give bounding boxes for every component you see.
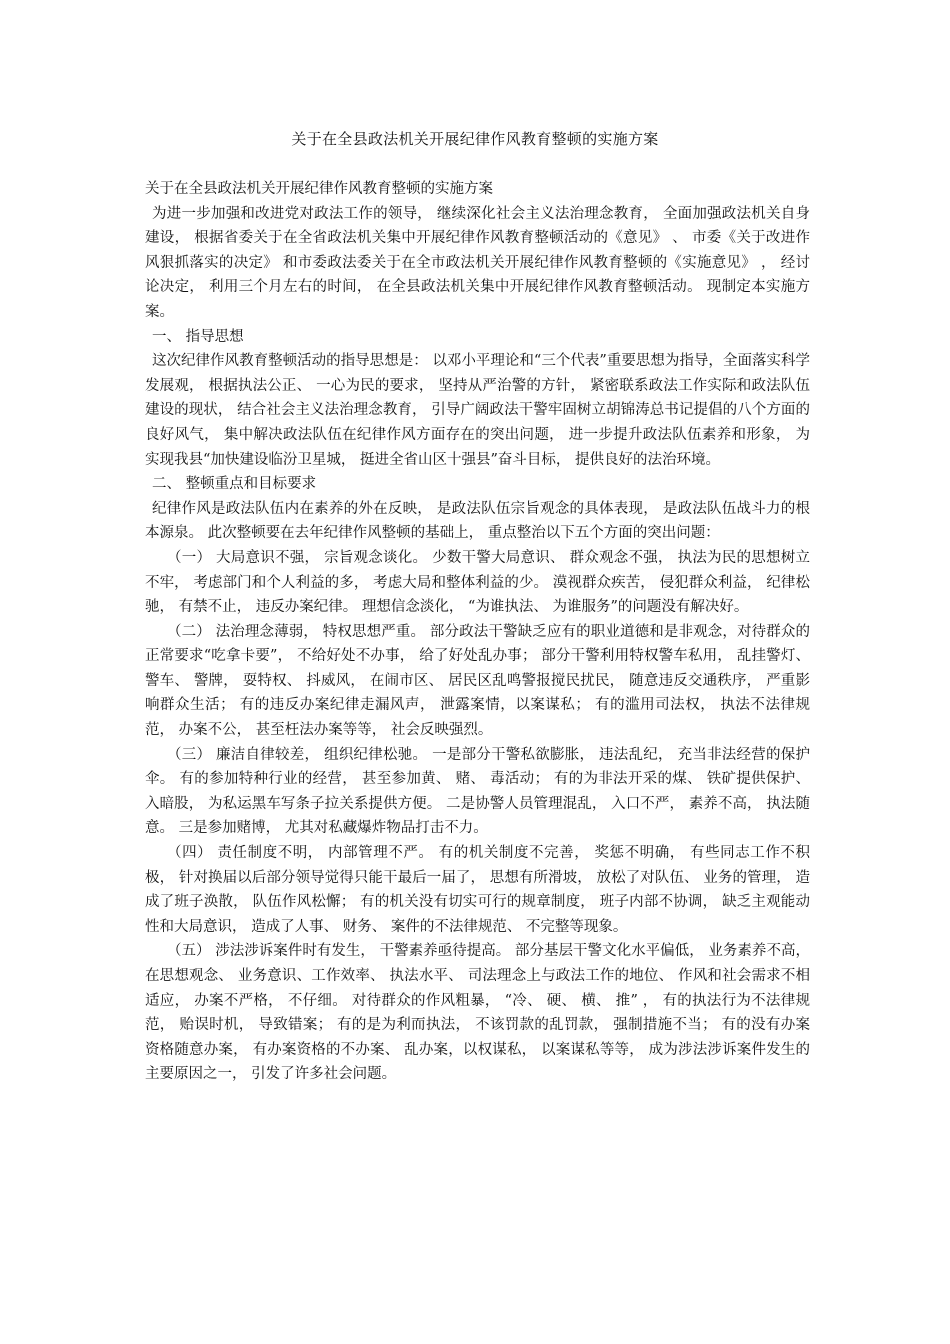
section-heading-guiding-ideology: 一、 指导思想 [152, 328, 244, 345]
problem-item-1: （一） 大局意识不强， 宗旨观念谈化。 少数干警大局意识、 群众观念不强， 执法为民的思想树立不牢， 考虑部门和个人利益的多， 考虑大局和整体利益的少。 漠视群众疾苦， 侵犯群众利益， 纪律松驰， 有禁不止， 违反办案纪律。 理想信念淡化， “为谁执法、 为谁服务”的问题没有解决好。 [145, 549, 810, 616]
problem-item-5: （五） 涉法涉诉案件时有发生， 干警素养亟待提高。 部分基层干警文化水平偏低， 业务素养不高， 在思想观念、 业务意识、工作效率、 执法水平、 司法理念上与政法工作的地位、 作风和社会需求不相适应， 办案不严格， 不仔细。 对待群众的作风粗暴， “冷、 硬、 横、 推” ， 有的执法行为不法律规范， 贻误时机， 导致错案； 有的是为利而执法， 不该罚款的乱罚款， 强制措施不当； 有的没有办案资格随意办案， 有办案资格的不办案、 乱办案，以权谋私， 以案谋私等等， 成为涉法涉诉案件发生的主要原因之一， 引发了许多社会问题。 [145, 943, 810, 1083]
document-body [145, 177, 810, 1087]
document-subtitle: 关于在全县政法机关开展纪律作风教育整顿的实施方案 [145, 181, 493, 197]
guiding-ideology-paragraph: 这次纪律作风教育整顿活动的指导思想是： 以邓小平理论和“三个代表”重要思想为指导，全面落实科学发展观， 根据执法公正、 一心为民的要求， 坚持从严治警的方针， 紧密联系政法工作实际和政法队伍建设的现状， 结合社会主义法治理念教育， 引导广阔政法干警牢固树立胡锦涛总书记提倡的八个方面的良好风气， 集中解决政法队伍在纪律作风方面存在的突出问题， 进一步提升政法队伍素养和形象， 为实现我县“加快建设临汾卫星城， 挺进全省山区十强县”奋斗目标， 提供良好的法治环境。 [145, 353, 810, 468]
key-points-paragraph: 纪律作风是政法队伍内在素养的外在反映， 是政法队伍宗旨观念的具体表现， 是政法队伍战斗力的根本源泉。 此次整顿要在去年纪律作风整顿的基础上， 重点整治以下五个方面的突出问题： [145, 500, 810, 542]
document-title: 关于在全县政法机关开展纪律作风教育整顿的实施方案 [291, 130, 659, 148]
problem-item-4: （四） 责任制度不明， 内部管理不严。 有的机关制度不完善， 奖惩不明确， 有些同志工作不积极， 针对换届以后部分领导觉得只能干最后一届了， 思想有所滑坡， 放松了对队伍、 业务的管理， 造成了班子涣散， 队伍作风松懈； 有的机关没有切实可行的规章制度， 班子内部不协调， 缺乏主观能动性和大局意识， 造成了人事、 财务、 案件的不法律规范、 不完整等现象。 [145, 845, 810, 935]
section-heading-key-points: 二、 整顿重点和目标要求 [152, 476, 317, 493]
problem-item-3: （三） 廉洁自律较差， 组织纪律松驰。 一是部分干警私欲膨胀， 违法乱纪， 充当非法经营的保护伞。 有的参加特种行业的经营， 甚至参加黄、 赌、 毒活动； 有的为非法开采的煤、 铁矿提供保护、 入暗股， 为私运黑车写条子拉关系提供方便。 二是协警人员管理混乱， 入口不严， 素养不高， 执法随意。 三是参加赌博， 尤其对私藏爆炸物品打击不力。 [145, 746, 810, 837]
intro-paragraph: 为进一步加强和改进党对政法工作的领导， 继续深化社会主义法治理念教育， 全面加强政法机关自身建设， 根据省委关于在全省政法机关集中开展纪律作风教育整顿活动的《意见》 、 市委《关于改进作风狠抓落实的决定》 和市委政法委关于在全市政法机关开展纪律作风教育整顿的《实施意见》 ， 经讨论决定， 利用三个月左右的时间， 在全县政法机关集中开展纪律作风教育整顿活动。 现制定本实施方案。 [145, 205, 810, 320]
problem-item-2: （二） 法治理念薄弱， 特权思想严重。 部分政法干警缺乏应有的职业道德和是非观念，对待群众的正常要求“吃拿卡要”， 不给好处不办事， 给了好处乱办事； 部分干警利用特权警车私用， 乱挂警灯、 警车、 警牌， 耍特权、 抖威风， 在闹市区、 居民区乱鸣警报搅民扰民， 随意违反交通秩序， 严重影响群众生活； 有的违反办案纪律走漏风声， 泄露案情，以案谋私； 有的滥用司法权， 执法不法律规范， 办案不公， 甚至枉法办案等等， 社会反映强烈。 [145, 623, 810, 739]
